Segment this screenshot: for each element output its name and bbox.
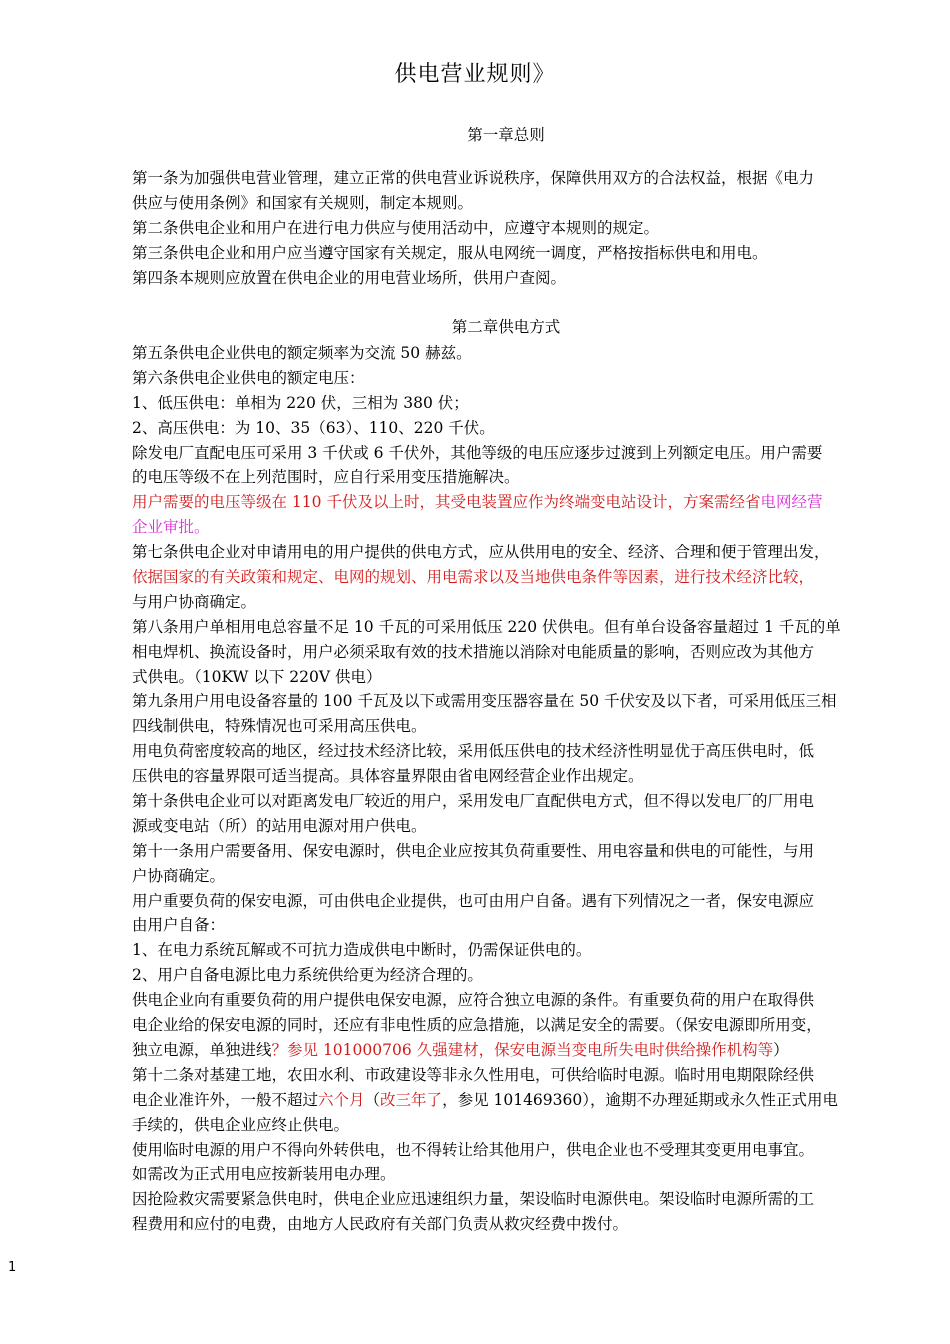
paragraph-line: 第三条供电企业和用户应当遵守国家有关规定，服从电网统一调度，严格按指标供电和用电。 (132, 243, 768, 262)
paragraph-line: 使用临时电源的用户不得向外转供电，也不得转让给其他用户，供电企业也不受理其变更用电事宜。 (132, 1140, 815, 1159)
document-title: 供电营业规则》 (394, 62, 556, 87)
paragraph-line: 程费用和应付的电费，由地方人民政府有关部门负责从救灾经费中拨付。 (132, 1215, 629, 1234)
text-run: 独立电源，单独进线 (132, 1040, 272, 1059)
paragraph-line: 因抢险救灾需要紧急供电时，供电企业应迅速组织力量，架设临时电源供电。架设临时电源所需的工 (132, 1190, 815, 1209)
paragraph-line: 电企业给的保安电源的同时，还应有非电性质的应急措施，以满足安全的需要。（保安电源即所用变， (132, 1016, 822, 1035)
paragraph-line: 第四条本规则应放置在供电企业的用电营业场所，供用户查阅。 (132, 268, 567, 287)
paragraph-line: 第六条供电企业供电的额定电压： (132, 368, 365, 387)
text-run: 电企业准许外，一般不超过 (132, 1090, 319, 1109)
red-annotation: 改三年了 (380, 1090, 443, 1109)
paragraph-line: 手续的，供电企业应终止供电。 (132, 1115, 350, 1134)
red-annotation: 用户需要的电压等级在 110 千伏及以上时，其受电装置应作为终端变电站设计，方案需经省 (132, 493, 761, 512)
magenta-annotation: 电网经营 (760, 493, 823, 512)
paragraph-line: 除发电厂直配电压可采用 3 千伏或 6 千伏外，其他等级的电压应逐步过渡到上列额定电压。用户需要 (132, 443, 823, 462)
red-annotation-line: 依据国家的有关政策和规定、电网的规划、用电需求以及当地供电条件等因素，进行技术经济比较， (132, 568, 815, 587)
paragraph-line: 第二条供电企业和用户在进行电力供应与使用活动中，应遵守本规则的规定。 (132, 218, 660, 237)
paragraph-line: 与用户协商确定。 (132, 592, 257, 611)
highlighted-line (132, 490, 902, 515)
paragraph-line: 压供电的容量界限可适当提高。具体容量界限由省电网经营企业作出规定。 (132, 767, 644, 786)
magenta-annotation: 企业审批。 (132, 518, 210, 537)
paragraph-line: 第十一条用户需要备用、保安电源时，供电企业应按其负荷重要性、用电容量和供电的可能性，与用 (132, 841, 815, 860)
chapter-2-heading: 第二章供电方式 (451, 318, 561, 336)
text-run: （ (364, 1090, 381, 1109)
paragraph-line: 第一条为加强供电营业管理，建立正常的供电营业诉说秩序，保障供用双方的合法权益，根据《电力 (132, 169, 815, 187)
mixed-line (132, 1088, 902, 1113)
text-run: ） (773, 1040, 789, 1059)
chapter-1-body (132, 166, 902, 290)
red-annotation: 六个月 (318, 1090, 365, 1109)
paragraph-line: 2、用户自备电源比电力系统供给更为经济合理的。 (132, 966, 483, 985)
highlighted-line (132, 515, 902, 540)
text-run: ，参见 101469360），逾期不办理延期或永久性正式用电 (442, 1090, 838, 1109)
paragraph-line: 供应与使用条例》和国家有关规则，制定本规则。 (132, 193, 474, 212)
paragraph-line: 1、低压供电：单相为 220 伏，三相为 380 伏； (132, 393, 469, 412)
red-annotation: ？参见 101000706 久强建材，保安电源当变电所失电时供给操作机构等 (271, 1040, 774, 1059)
paragraph-line: 第十条供电企业可以对距离发电厂较近的用户，采用发电厂直配供电方式，但不得以发电厂的厂用电 (132, 792, 815, 811)
chapter-1-heading: 第一章总则 (467, 126, 545, 144)
paragraph-line: 1、在电力系统瓦解或不可抗力造成供电中断时，仍需保证供电的。 (132, 941, 592, 960)
paragraph-line: 供电企业向有重要负荷的用户提供电保安电源，应符合独立电源的条件。有重要负荷的用户在取得供 (132, 991, 815, 1010)
chapter-2-body (132, 341, 902, 1237)
paragraph-line: 四线制供电，特殊情况也可采用高压供电。 (132, 717, 427, 736)
paragraph-line: 第九条用户用电设备容量的 100 千瓦及以下或需用变压器容量在 50 千伏安及以下者，可采用低压三相 (132, 692, 837, 711)
paragraph-line: 源或变电站（所）的站用电源对用户供电。 (132, 816, 427, 835)
paragraph-line: 用电负荷密度较高的地区，经过技术经济比较，采用低压供电的技术经济性明显优于高压供电时，低 (132, 742, 815, 761)
paragraph-line: 第七条供电企业对申请用电的用户提供的供电方式，应从供用电的安全、经济、合理和便于管理出发， (132, 543, 830, 562)
paragraph-line: 第五条供电企业供电的额定频率为交流 50 赫兹。 (132, 344, 472, 362)
paragraph-line: 户协商确定。 (132, 866, 226, 885)
paragraph-line: 的电压等级不在上列范围时，应自行采用变压措施解决。 (132, 468, 520, 487)
paragraph-line: 第八条用户单相用电总容量不足 10 千瓦的可采用低压 220 伏供电。但有单台设备容量超过 1 千瓦的单 (132, 617, 841, 636)
paragraph-line: 由用户自备： (132, 916, 226, 935)
paragraph-line: 相电焊机、换流设备时，用户必须采取有效的技术措施以消除对电能质量的影响，否则应改为其他方 (132, 642, 815, 661)
page-number: 1 (8, 1260, 17, 1275)
paragraph-line: 式供电。（10KW 以下 220V 供电） (132, 667, 382, 686)
mixed-line (132, 1038, 902, 1063)
paragraph-line: 如需改为正式用电应按新装用电办理。 (132, 1165, 396, 1184)
paragraph-line: 第十二条对基建工地，农田水利、市政建设等非永久性用电，可供给临时电源。临时用电期限除经供 (132, 1065, 815, 1084)
paragraph-line: 2、高压供电：为 10、35（63）、110、220 千伏。 (132, 418, 495, 437)
paragraph-line: 用户重要负荷的保安电源，可由供电企业提供，也可由用户自备。遇有下列情况之一者，保安电源应 (132, 891, 815, 910)
